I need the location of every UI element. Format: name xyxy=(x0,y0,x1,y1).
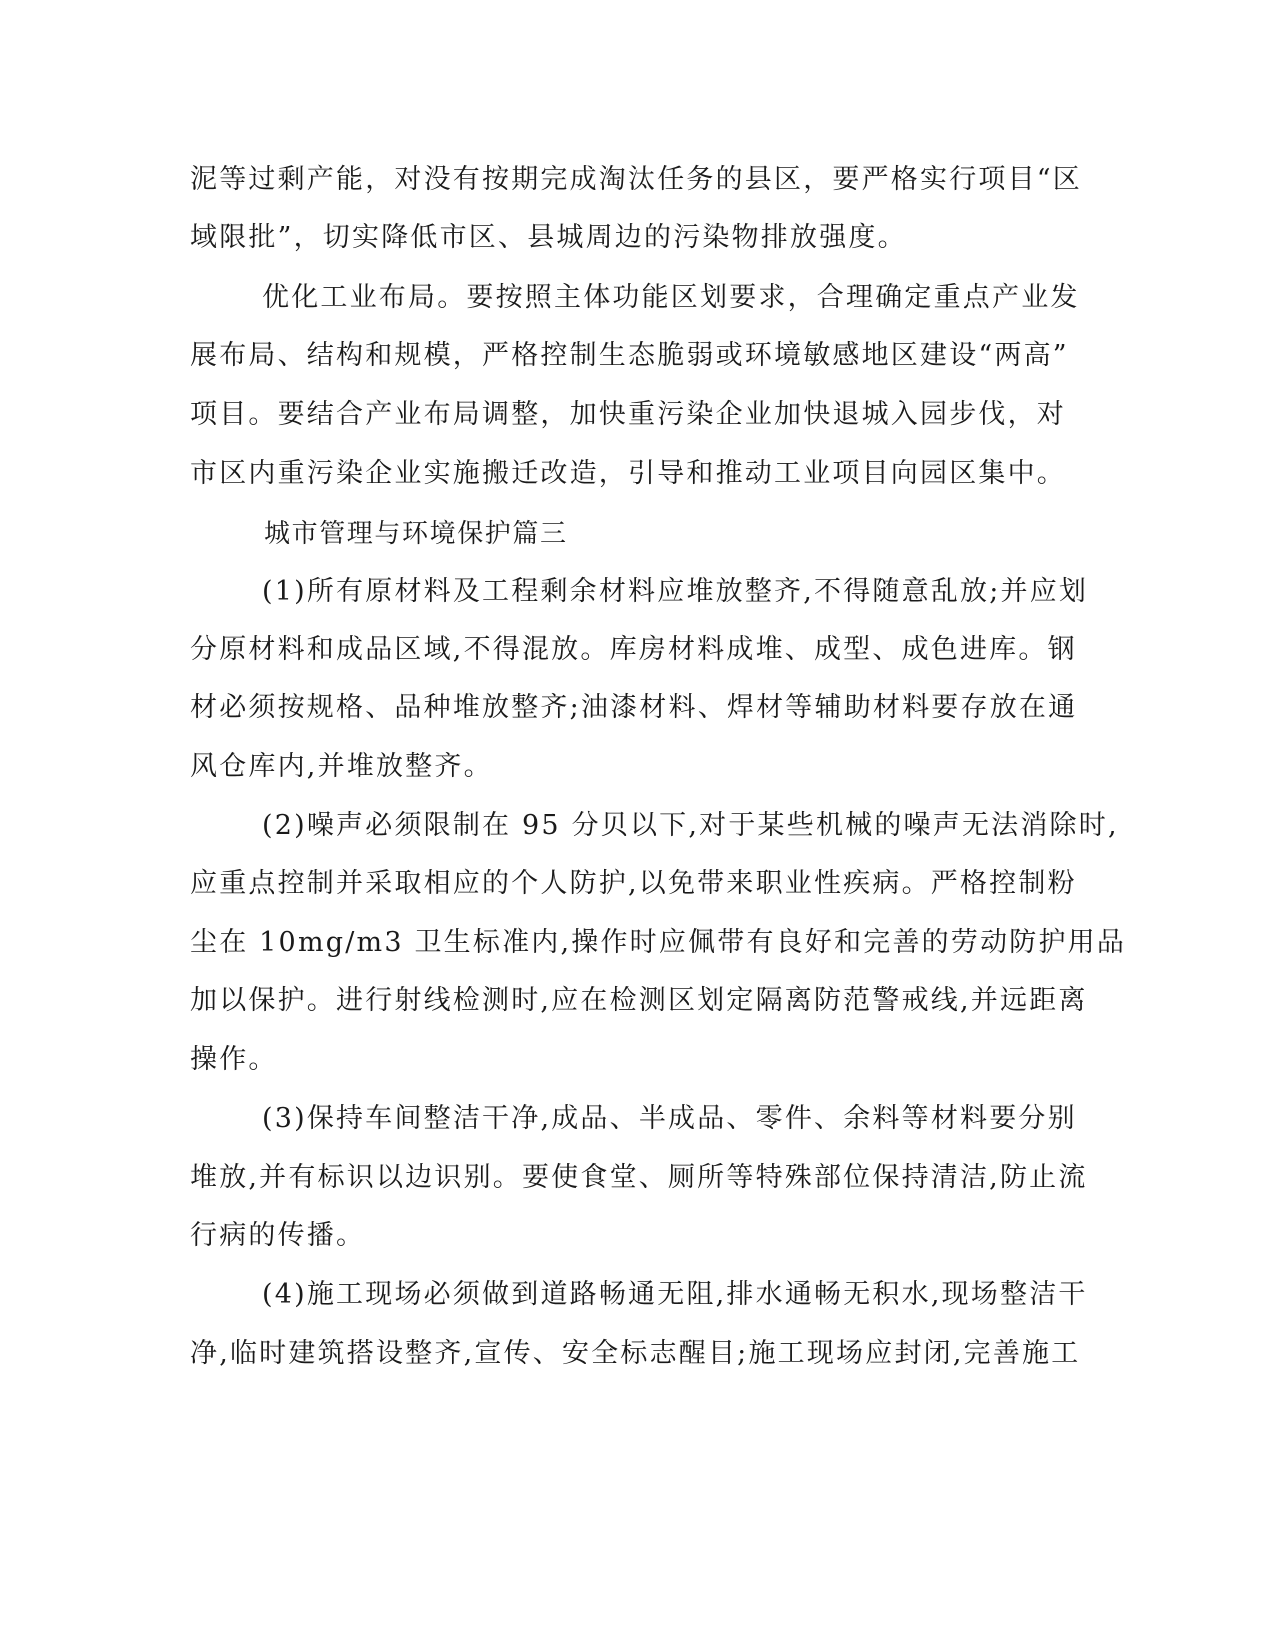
text-line: 尘在 10mg/m3 卫生标准内,操作时应佩带有良好和完善的劳动防护用品 xyxy=(190,927,1127,958)
text-line: 加以保护。进行射线检测时,应在检测区划定隔离防范警戒线,并远距离 xyxy=(190,985,1088,1016)
paragraph-first-line: 优化工业布局。要按照主体功能区划要求，合理确定重点产业发 xyxy=(262,282,1080,313)
text-line: 项目。要结合产业布局调整，加快重污染企业加快退城入园步伐，对 xyxy=(190,399,1066,430)
text-line: 净,临时建筑搭设整齐,宣传、安全标志醒目;施工现场应封闭,完善施工 xyxy=(190,1338,1081,1369)
text-line: 泥等过剩产能，对没有按期完成淘汰任务的县区，要严格实行项目“区 xyxy=(190,164,1083,195)
text-line: 堆放,并有标识以边识别。要使食堂、厕所等特殊部位保持清洁,防止流 xyxy=(190,1162,1088,1193)
text-line: 市区内重污染企业实施搬迁改造，引导和推动工业项目向园区集中。 xyxy=(190,458,1066,489)
text-line: 域限批”，切实降低市区、县城周边的污染物排放强度。 xyxy=(190,222,907,253)
section-heading: 城市管理与环境保护篇三 xyxy=(264,519,568,549)
text-line: 展布局、结构和规模，严格控制生态脆弱或环境敏感地区建设“两高” xyxy=(190,340,1069,371)
text-line: 行病的传播。 xyxy=(190,1220,366,1251)
text-line: 材必须按规格、品种堆放整齐;油漆材料、焊材等辅助材料要存放在通 xyxy=(190,692,1078,723)
text-line: 操作。 xyxy=(190,1044,278,1075)
paragraph-first-line: (3)保持车间整洁干净,成品、半成品、零件、余料等材料要分别 xyxy=(262,1103,1077,1134)
text-line: 分原材料和成品区域,不得混放。库房材料成堆、成型、成色进库。钢 xyxy=(190,634,1077,665)
paragraph-first-line: (2)噪声必须限制在 95 分贝以下,对于某些机械的噪声无法消除时, xyxy=(262,810,1119,841)
text-line: 风仓库内,并堆放整齐。 xyxy=(190,751,493,782)
text-line: 应重点控制并采取相应的个人防护,以免带来职业性疾病。严格控制粉 xyxy=(190,868,1077,899)
paragraph-first-line: (4)施工现场必须做到道路畅通无阻,排水通畅无积水,现场整洁干 xyxy=(262,1279,1088,1310)
paragraph-first-line: (1)所有原材料及工程剩余材料应堆放整齐,不得随意乱放;并应划 xyxy=(262,576,1089,607)
